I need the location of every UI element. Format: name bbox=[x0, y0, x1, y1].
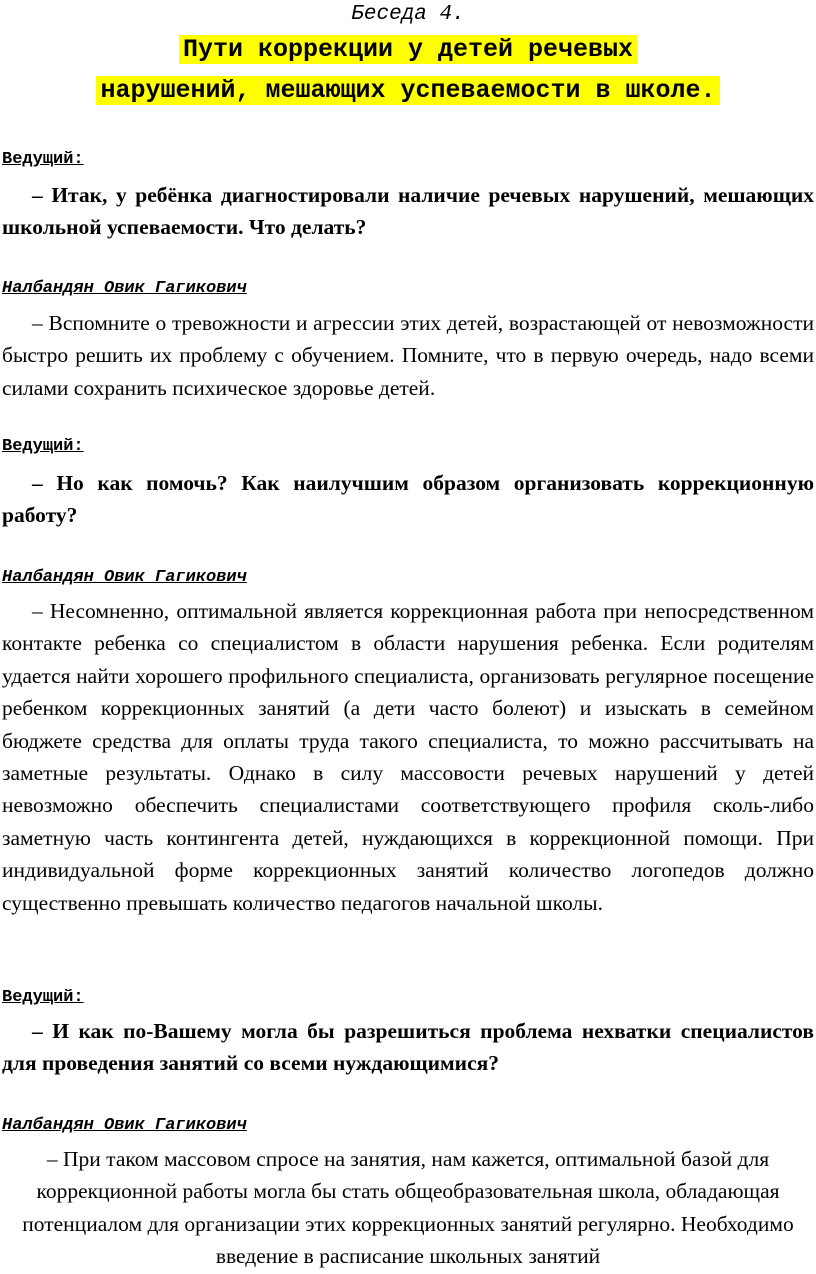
title-highlight-1: Пути коррекции у детей речевых bbox=[179, 35, 637, 64]
conversation-number: Беседа 4. bbox=[351, 3, 465, 26]
speaker-label-guest: Налбандян Овик Гагикович bbox=[2, 568, 247, 587]
host-question: – Итак, у ребёнка диагностировали наличие речевых нарушений, мешающих школьной успеваемости. Что делать? bbox=[2, 183, 814, 240]
title-highlight-2: нарушений, мешающих успеваемости в школе. bbox=[96, 76, 719, 105]
guest-answer: – Несомненно, оптимальной является коррекционная работа при непосредственном контакте ребенка со специалистом в области нарушения ребенка. Если родителям удается найти хорошего профильного специалиста, организовать регулярное посещение ребенком коррекционных занятий (а дети часто болеют) и изыскать в семейном бюджете средства для оплаты труда такого специалиста, то можно рассчитывать на заметные результаты. Однако в силу массовости речевых нарушений у детей невозможно обеспечить специалистами соответствующего профиля сколь-либо заметную часть контингента детей, нуждающихся в коррекционной помощи. При индивидуальной форме коррекционных занятий количество логопедов должно существенно превышать количество педагогов начальной школы. bbox=[2, 599, 814, 915]
speaker-label-guest: Налбандян Овик Гагикович bbox=[2, 279, 247, 298]
speaker-label-host: Ведущий: bbox=[2, 988, 84, 1007]
host-question: – И как по-Вашему могла бы разрешиться проблема нехватки специалистов для проведения занятий со всеми нуждающимися? bbox=[2, 1019, 814, 1076]
document-title-line-2 bbox=[0, 75, 816, 107]
speaker-label-host: Ведущий: bbox=[2, 150, 84, 169]
guest-answer: – При таком массовом спросе на занятия, нам кажется, оптимальной базой для коррекционной работы могла бы стать общеобразовательная школа, обладающая потенциалом для организации этих коррекционных занятий регулярно. Необходимо введение в расписание школьных занятий bbox=[22, 1147, 794, 1269]
speaker-label-guest: Налбандян Овик Гагикович bbox=[2, 1116, 247, 1135]
guest-answer: – Вспомните о тревожности и агрессии этих детей, возрастающей от невозможности быстро решить их проблему с обучением. Помните, что в первую очередь, надо всеми силами сохранить психическое здоровье детей. bbox=[2, 311, 814, 400]
host-question: – Но как помочь? Как наилучшим образом организовать коррекционную работу? bbox=[2, 471, 814, 528]
speaker-label-host: Ведущий: bbox=[2, 437, 84, 456]
document-title-line-1 bbox=[0, 34, 816, 66]
